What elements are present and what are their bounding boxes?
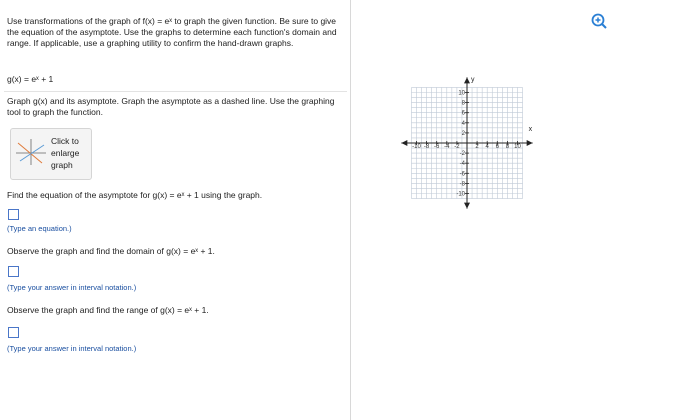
domain-answer-box[interactable] [8, 266, 19, 277]
x-tick-label: 4 [485, 144, 489, 150]
x-tick-label: 10 [514, 144, 521, 150]
coordinate-graph[interactable] [351, 0, 700, 260]
y-tick-label: -10 [456, 191, 465, 198]
range-question: Observe the graph and find the range of g(x) = eˣ + 1. [7, 305, 209, 315]
x-axis-arrow-left [401, 140, 407, 146]
y-tick-label: 10 [458, 90, 465, 97]
y-tick-label: 8 [461, 100, 465, 107]
y-tick-label: 6 [461, 110, 465, 117]
x-tick-label: -4 [444, 144, 450, 150]
x-tick-label: -8 [423, 144, 430, 150]
asymptote-answer-box[interactable] [8, 209, 19, 220]
asymptote-question: Find the equation of the asymptote for g(x) = eˣ + 1 using the graph. [7, 190, 263, 200]
y-axis-arrow-up [464, 77, 470, 83]
x-axis-label: x [528, 126, 533, 133]
x-tick-label: -6 [434, 144, 440, 150]
enlarge-graph-label: Click to enlarge graph [51, 136, 80, 170]
graph-thumbnail-icon [14, 137, 48, 167]
x-tick-label: 8 [505, 144, 510, 150]
x-tick-label: 2 [475, 144, 479, 150]
enlarge-graph-button[interactable] [10, 128, 92, 180]
graph-task-text: Graph g(x) and its asymptote. Graph the asymptote as a dashed line. Use the graphing tool to graph the function. [7, 96, 335, 117]
y-tick-label: 2 [461, 130, 465, 137]
x-tick-label: -10 [412, 144, 421, 150]
y-tick-label: 4 [461, 120, 465, 127]
y-axis-label: y [471, 76, 475, 84]
y-tick-label: -8 [459, 181, 465, 188]
domain-hint: (Type your answer in interval notation.) [7, 283, 137, 292]
range-hint: (Type your answer in interval notation.) [7, 344, 137, 353]
y-tick-label: -4 [459, 161, 465, 168]
x-tick-label: -2 [454, 144, 460, 150]
domain-question: Observe the graph and find the domain of g(x) = eˣ + 1. [7, 246, 215, 256]
x-tick-label: 6 [495, 144, 499, 150]
range-answer-box[interactable] [8, 327, 19, 338]
graph-pane [351, 0, 700, 420]
function-definition: g(x) = eˣ + 1 [7, 74, 54, 84]
y-axis-arrow-down [464, 203, 470, 209]
zoom-in-icon[interactable] [591, 13, 607, 29]
asymptote-hint: (Type an equation.) [7, 224, 72, 233]
x-axis-arrow-right [527, 140, 533, 146]
divider-line [4, 91, 347, 92]
instructions-text: Use transformations of the graph of f(x) = eˣ to graph the given function. Be sure to give the equation of the asymptote. Use the graphs to determine each function's domain and range. If applicable, use a graphing utility to confirm the hand-drawn graphs. [7, 16, 337, 48]
y-tick-label: -6 [459, 171, 465, 178]
y-tick-label: -2 [459, 151, 465, 158]
